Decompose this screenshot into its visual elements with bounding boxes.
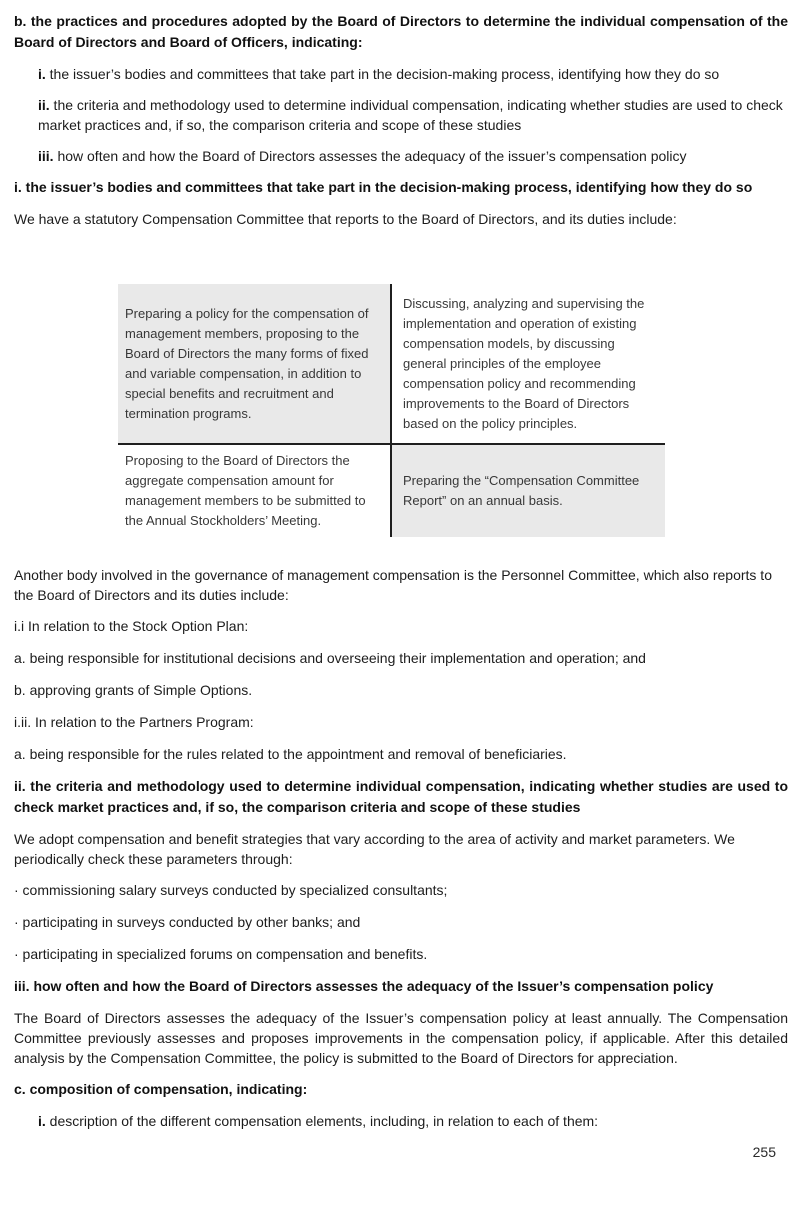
subitem-iii-marker: iii. (38, 148, 54, 164)
table-cell-r2c2 (392, 445, 665, 537)
table-cell-r2c1 (118, 445, 392, 537)
page-number: 255 (752, 1144, 776, 1160)
table-cell-r2c1-text: Proposing to the Board of Directors the aggregate compensation amount for management members to be submitted to the Annual Stockholders’ Meeting. (125, 453, 366, 528)
paragraph-strategies: We adopt compensation and benefit strategies that vary according to the area of activity and market parameters. We periodically check these parameters through: (14, 831, 735, 867)
line-stock-option-b: b. approving grants of Simple Options. (14, 682, 253, 698)
subitem-c-i (38, 1111, 788, 1131)
subitem-i-text: the issuer’s bodies and committees that take part in the decision-making process, identifying how they do so (45, 66, 720, 82)
heading-item-b: b. the practices and procedures adopted by the Board of Directors to determine the individual compensation of the Board of Directors and Board of Officers, indicating: (14, 13, 788, 50)
heading-section-i: i. the issuer’s bodies and committees that take part in the decision-making process, identifying how they do so (14, 179, 753, 195)
subitem-ii-text: the criteria and methodology used to determine individual compensation, indicating whether studies are used to check market practices and, if so, the comparison criteria and scope of these studies (38, 97, 783, 133)
subitem-i (38, 64, 788, 84)
paragraph-personnel-committee: Another body involved in the governance of management compensation is the Personnel Committee, which also reports to the Board of Directors and its duties include: (14, 567, 772, 603)
subitem-iii-text: how often and how the Board of Directors assesses the adequacy of the issuer’s compensation policy (53, 148, 687, 164)
subitem-iii (38, 146, 788, 166)
paragraph-compensation-committee: We have a statutory Compensation Committee that reports to the Board of Directors, and its duties include: (14, 211, 677, 227)
heading-section-ii: ii. the criteria and methodology used to determine individual compensation, indicating whether studies are used to check market practices and, if so, the comparison criteria and scope of these studies (14, 778, 788, 815)
table-cell-r1c1-text: Preparing a policy for the compensation of management members, proposing to the Board of Directors the many forms of fixed and variable compensation, in addition to special benefits and recruitment and termination programs. (125, 305, 369, 421)
subitem-ii-marker: ii. (38, 97, 50, 113)
subitem-c-i-marker: i. (38, 1113, 46, 1129)
line-stock-option-a: a. being responsible for institutional decisions and overseeing their implementation and operation; and (14, 650, 646, 666)
bullet-specialized-forums: · participating in specialized forums on compensation and benefits. (14, 946, 428, 962)
subitem-c-i-text: description of the different compensation elements, including, in relation to each of them: (45, 1113, 599, 1129)
subitem-ii (38, 95, 788, 135)
paragraph-board-assessment: The Board of Directors assesses the adequacy of the Issuer’s compensation policy at least annually. The Compensation Committee previously assesses and proposes improvements in the compensation policy, if applicable. After this detailed analysis by the Compensation Committee, the policy is submitted to the Board of Directors for appreciation. (14, 1010, 788, 1066)
table-cell-r2c2-text: Preparing the “Compensation Committee Report” on an annual basis. (403, 473, 640, 508)
line-stock-option-plan: i.i In relation to the Stock Option Plan: (14, 618, 249, 634)
line-partners-a: a. being responsible for the rules related to the appointment and removal of beneficiaries. (14, 746, 567, 762)
heading-item-c: c. composition of compensation, indicating: (14, 1081, 308, 1097)
table-cell-r1c2-text: Discussing, analyzing and supervising the implementation and operation of existing compensation models, by discussing general principles of the employee compensation policy and recommending improvements to the Board of Directors based on the policy principles. (403, 295, 645, 431)
heading-section-iii: iii. how often and how the Board of Directors assesses the adequacy of the Issuer’s compensation policy (14, 978, 714, 994)
bullet-other-banks: · participating in surveys conducted by other banks; and (14, 914, 361, 930)
line-partners-program: i.ii. In relation to the Partners Program: (14, 714, 254, 730)
duties-table (118, 284, 665, 537)
table-cell-r1c2 (392, 284, 665, 445)
bullet-salary-surveys: · commissioning salary surveys conducted by specialized consultants; (14, 882, 448, 898)
table-cell-r1c1 (118, 284, 392, 445)
subitem-i-marker: i. (38, 66, 46, 82)
